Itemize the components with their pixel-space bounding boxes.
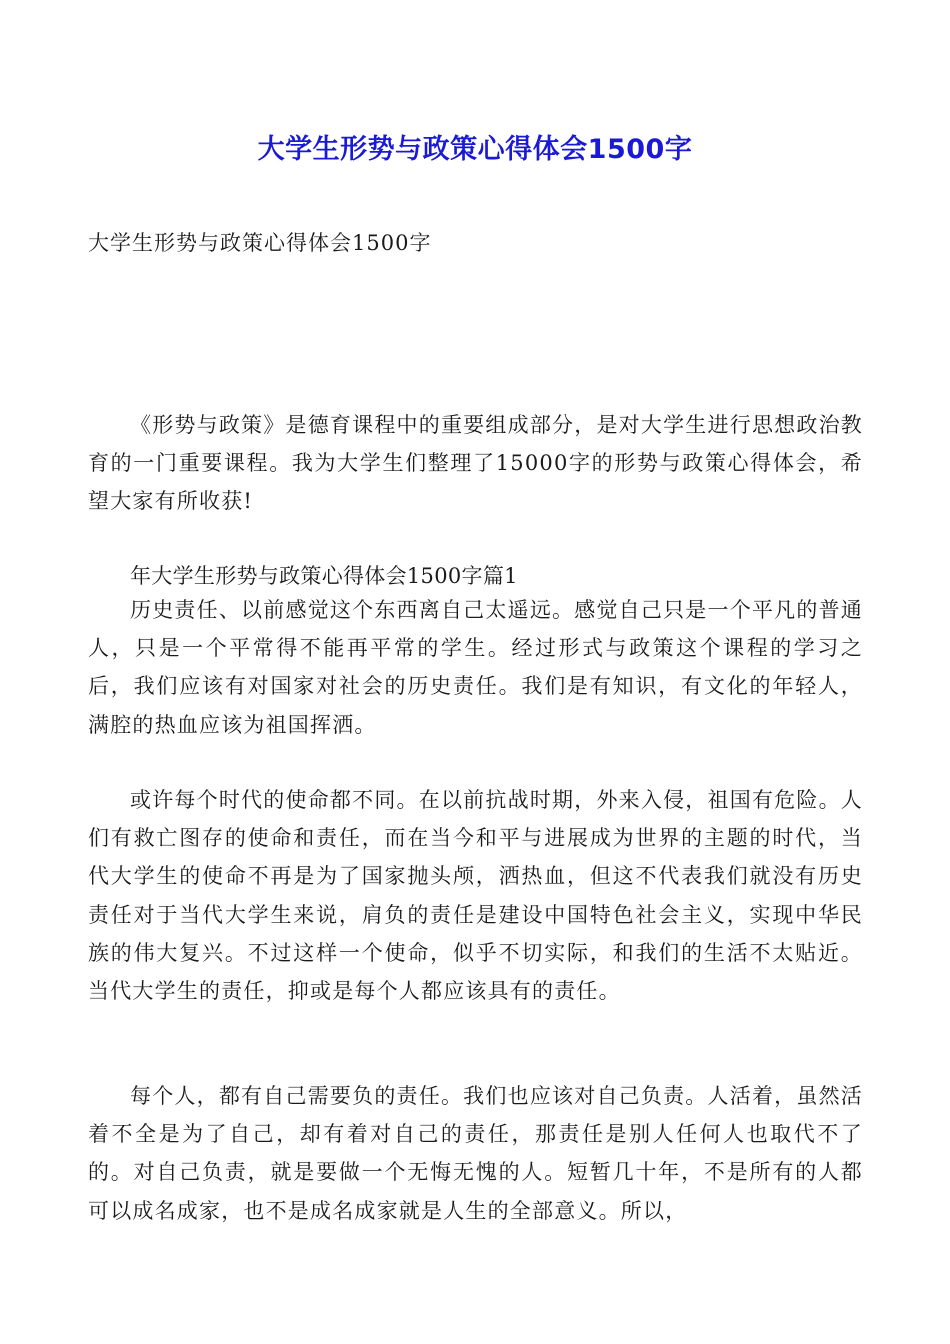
paragraph-history-responsibility: 历史责任、以前感觉这个东西离自己太遥远。感觉自己只是一个平凡的普通人，只是一个平常得不能再平常的学生。经过形式与政策这个课程的学习之后，我们应该有对国家对社会的历史责任。我们是有知识，有文化的年轻人，满腔的热血应该为祖国挥洒。 bbox=[88, 598, 863, 737]
document-subtitle: 大学生形势与政策心得体会1500字 bbox=[88, 231, 432, 255]
document-title: 大学生形势与政策心得体会1500字 bbox=[257, 134, 693, 165]
paragraph-personal-responsibility: 每个人，都有自己需要负的责任。我们也应该对自己负责。人活着，虽然活着不全是为了自己，却有着对自己的责任，那责任是别人任何人也取代不了的。对自己负责，就是要做一个无悔无愧的人。短暂几十年，不是所有的人都可以成名成家，也不是成名成家就是人生的全部意义。所以， bbox=[88, 1084, 863, 1223]
section-heading: 年大学生形势与政策心得体会1500字篇1 bbox=[130, 564, 518, 588]
paragraph-intro: 《形势与政策》是德育课程中的重要组成部分，是对大学生进行思想政治教育的一门重要课程。我为大学生们整理了15000字的形势与政策心得体会，希望大家有所收获! bbox=[88, 413, 863, 514]
paragraph-era-mission: 或许每个时代的使命都不同。在以前抗战时期，外来入侵，祖国有危险。人们有救亡图存的使命和责任，而在当今和平与进展成为世界的主题的时代，当代大学生的使命不再是为了国家抛头颅，洒热血，但这不代表我们就没有历史责任对于当代大学生来说，肩负的责任是建设中国特色社会主义，实现中华民族的伟大复兴。不过这样一个使命，似乎不切实际，和我们的生活不太贴近。当代大学生的责任，抑或是每个人都应该具有的责任。 bbox=[88, 788, 863, 1004]
